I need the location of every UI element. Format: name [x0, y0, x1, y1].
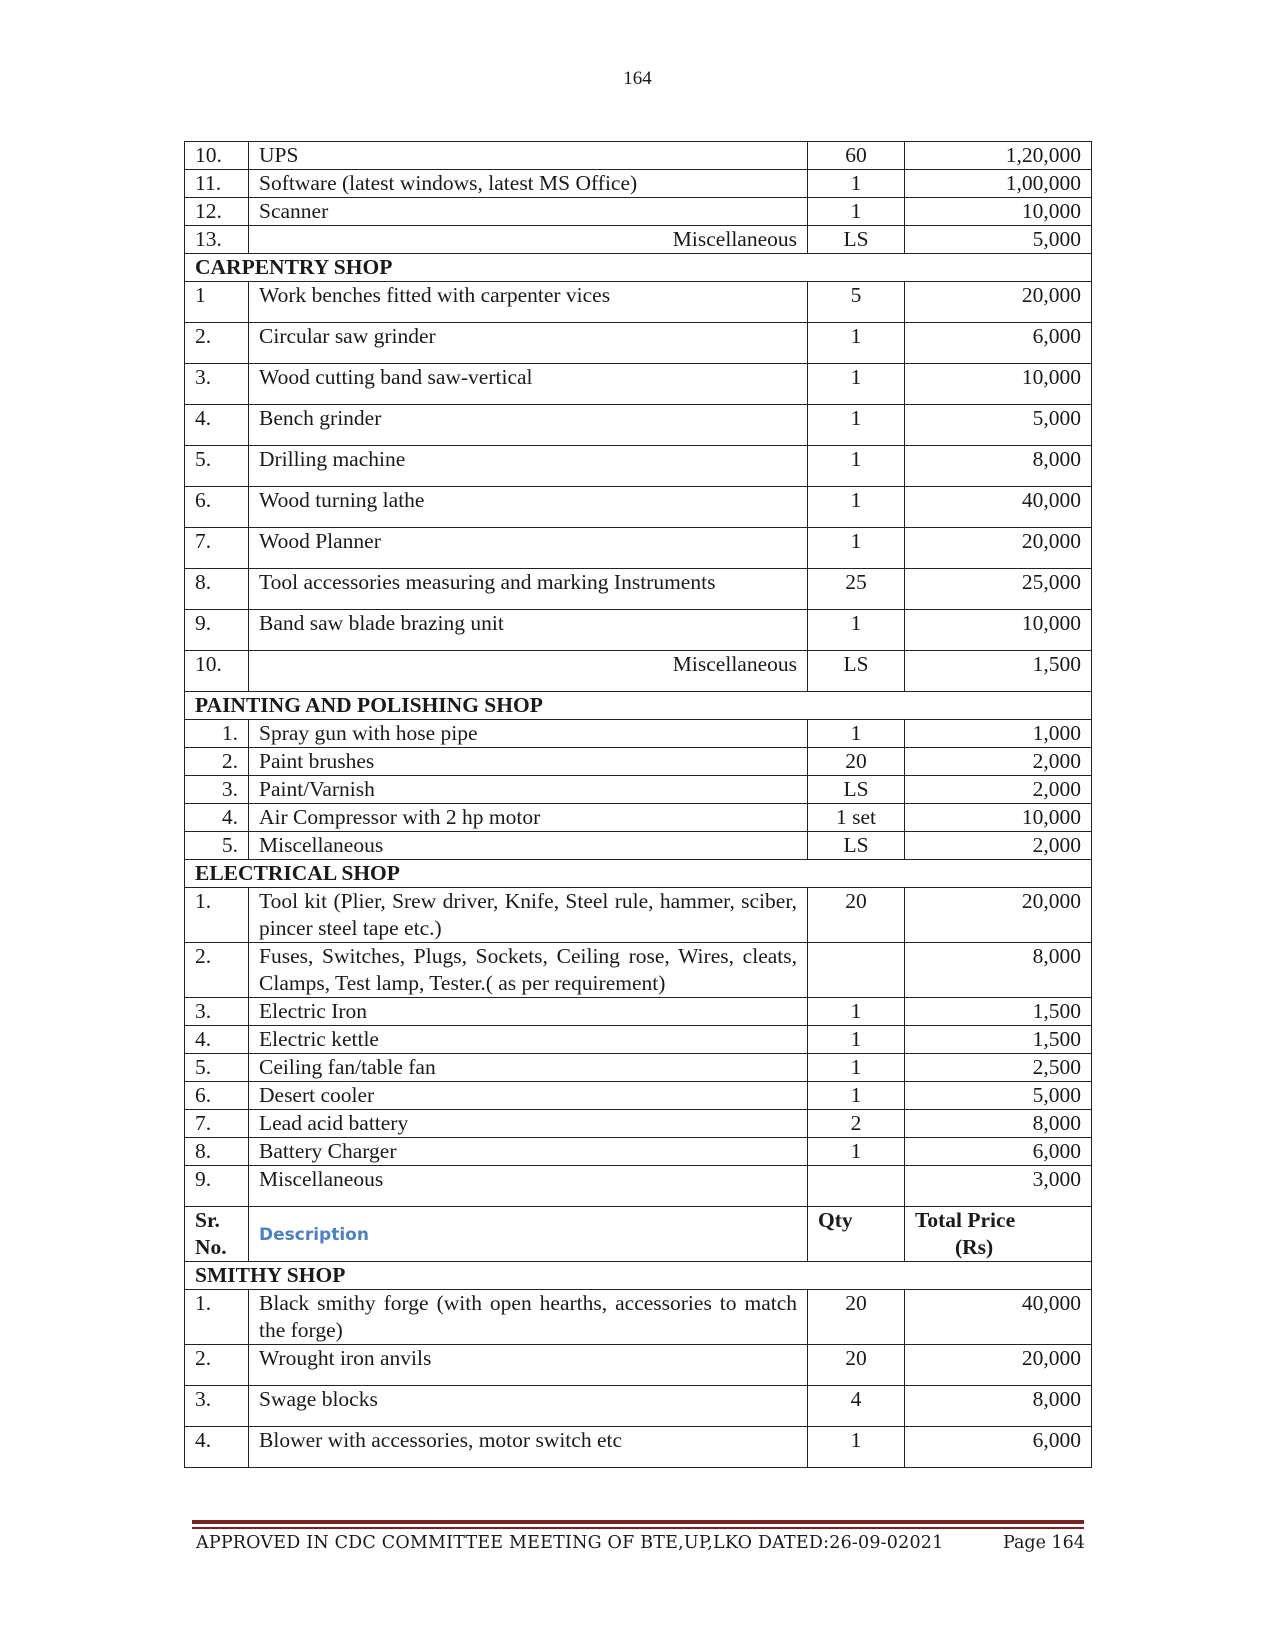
table-row — [185, 364, 1092, 405]
description-cell: Swage blocks — [249, 1386, 808, 1427]
qty-cell: 60 — [808, 142, 905, 170]
description-cell: Lead acid battery — [249, 1110, 808, 1138]
qty-cell: LS — [808, 226, 905, 254]
qty-cell: 1 — [808, 446, 905, 487]
table-row — [185, 528, 1092, 569]
column-header-row — [185, 1207, 1092, 1262]
sr-cell: 1 — [185, 282, 249, 323]
sr-cell: 9. — [185, 610, 249, 651]
qty-cell: 1 — [808, 405, 905, 446]
description-cell: Tool accessories measuring and marking Instruments — [249, 569, 808, 610]
price-cell: 2,000 — [905, 776, 1092, 804]
section-title-carpentry: CARPENTRY SHOP — [185, 254, 1092, 282]
section-heading-row — [185, 254, 1092, 282]
description-cell: Software (latest windows, latest MS Office) — [249, 170, 808, 198]
sr-cell: 6. — [185, 1082, 249, 1110]
price-cell: 5,000 — [905, 405, 1092, 446]
table-row — [185, 487, 1092, 528]
table-row — [185, 804, 1092, 832]
description-cell: Circular saw grinder — [249, 323, 808, 364]
table-row — [185, 282, 1092, 323]
qty-cell: 25 — [808, 569, 905, 610]
table-row — [185, 888, 1092, 943]
description-cell: Tool kit (Plier, Srew driver, Knife, Steel rule, hammer, sciber, pincer steel tape etc.) — [249, 888, 808, 943]
price-cell: 10,000 — [905, 198, 1092, 226]
qty-cell: 1 — [808, 528, 905, 569]
price-cell: 1,500 — [905, 998, 1092, 1026]
price-cell: 1,00,000 — [905, 170, 1092, 198]
price-cell: 6,000 — [905, 1427, 1092, 1468]
description-cell: Black smithy forge (with open hearths, accessories to match the forge) — [249, 1290, 808, 1345]
table-row — [185, 651, 1092, 692]
table-row — [185, 1082, 1092, 1110]
qty-cell: LS — [808, 651, 905, 692]
table-row — [185, 1110, 1092, 1138]
footer-page-number: Page 164 — [1003, 1533, 1085, 1553]
description-cell: Air Compressor with 2 hp motor — [249, 804, 808, 832]
equipment-table — [184, 141, 1092, 1468]
sr-cell: 4. — [185, 1026, 249, 1054]
qty-cell: LS — [808, 776, 905, 804]
section-title-electrical: ELECTRICAL SHOP — [185, 860, 1092, 888]
qty-cell: 5 — [808, 282, 905, 323]
section-heading-row — [185, 860, 1092, 888]
qty-cell: 1 — [808, 1026, 905, 1054]
sr-cell: 2. — [185, 943, 249, 998]
header-price-line1: Total Price — [915, 1208, 1016, 1232]
sr-cell: 4. — [185, 405, 249, 446]
table-row — [185, 226, 1092, 254]
qty-cell: 1 set — [808, 804, 905, 832]
table-row — [185, 610, 1092, 651]
price-cell: 8,000 — [905, 943, 1092, 998]
table-row — [185, 720, 1092, 748]
sr-cell: 5. — [185, 1054, 249, 1082]
qty-cell: 1 — [808, 720, 905, 748]
qty-cell: 1 — [808, 323, 905, 364]
table-row — [185, 323, 1092, 364]
sr-cell: 12. — [185, 198, 249, 226]
description-cell: Bench grinder — [249, 405, 808, 446]
table-row — [185, 405, 1092, 446]
description-cell: Electric kettle — [249, 1026, 808, 1054]
sr-cell: 2. — [185, 748, 249, 776]
table-row — [185, 943, 1092, 998]
header-sr-no — [185, 1207, 249, 1262]
price-cell: 8,000 — [905, 1110, 1092, 1138]
header-total-price — [905, 1207, 1092, 1262]
section-title-smithy: SMITHY SHOP — [185, 1262, 1092, 1290]
header-price-line2: (Rs) — [955, 1235, 994, 1259]
price-cell: 1,500 — [905, 651, 1092, 692]
table-row — [185, 832, 1092, 860]
sr-cell: 4. — [185, 1427, 249, 1468]
table-row — [185, 998, 1092, 1026]
sr-cell: 7. — [185, 528, 249, 569]
price-cell: 20,000 — [905, 528, 1092, 569]
sr-cell: 8. — [185, 569, 249, 610]
qty-cell: 1 — [808, 364, 905, 405]
header-description-cell — [249, 1207, 808, 1262]
footer-approval-text: APPROVED IN CDC COMMITTEE MEETING OF BTE,UP,LKO DATED:26-09-02021 — [196, 1533, 944, 1553]
price-cell: 25,000 — [905, 569, 1092, 610]
table-row — [185, 569, 1092, 610]
description-cell: Wood Planner — [249, 528, 808, 569]
description-cell: Paint brushes — [249, 748, 808, 776]
sr-cell: 3. — [185, 364, 249, 405]
price-cell: 20,000 — [905, 282, 1092, 323]
description-cell: Work benches fitted with carpenter vices — [249, 282, 808, 323]
description-cell: Scanner — [249, 198, 808, 226]
description-cell: Blower with accessories, motor switch etc — [249, 1427, 808, 1468]
qty-cell: 4 — [808, 1386, 905, 1427]
price-cell: 3,000 — [905, 1166, 1092, 1207]
table-row — [185, 1290, 1092, 1345]
section-heading-row — [185, 692, 1092, 720]
price-cell: 2,000 — [905, 832, 1092, 860]
price-cell: 1,500 — [905, 1026, 1092, 1054]
price-cell: 1,20,000 — [905, 142, 1092, 170]
qty-cell: 20 — [808, 888, 905, 943]
sr-cell: 2. — [185, 1345, 249, 1386]
table-row — [185, 198, 1092, 226]
qty-cell: 1 — [808, 610, 905, 651]
description-cell: Fuses, Switches, Plugs, Sockets, Ceiling rose, Wires, cleats, Clamps, Test lamp, Tester.( as per requirement) — [249, 943, 808, 998]
price-cell: 8,000 — [905, 1386, 1092, 1427]
description-cell: Spray gun with hose pipe — [249, 720, 808, 748]
description-cell: Wood turning lathe — [249, 487, 808, 528]
description-cell: Wood cutting band saw-vertical — [249, 364, 808, 405]
table-row — [185, 1026, 1092, 1054]
header-description: Description — [259, 1224, 369, 1245]
description-cell: Paint/Varnish — [249, 776, 808, 804]
price-cell: 1,000 — [905, 720, 1092, 748]
description-cell: Drilling machine — [249, 446, 808, 487]
header-sr-line2: No. — [195, 1235, 227, 1259]
section-heading-row — [185, 1262, 1092, 1290]
sr-cell: 7. — [185, 1110, 249, 1138]
qty-cell: 20 — [808, 748, 905, 776]
table-row — [185, 446, 1092, 487]
qty-cell: 1 — [808, 1138, 905, 1166]
sr-cell: 3. — [185, 776, 249, 804]
table-row — [185, 748, 1092, 776]
price-cell: 6,000 — [905, 323, 1092, 364]
section-title-painting: PAINTING AND POLISHING SHOP — [185, 692, 1092, 720]
table-row — [185, 142, 1092, 170]
table-row — [185, 1054, 1092, 1082]
sr-cell: 1. — [185, 1290, 249, 1345]
table-row — [185, 776, 1092, 804]
table-row — [185, 170, 1092, 198]
sr-cell: 8. — [185, 1138, 249, 1166]
sr-cell: 1. — [185, 720, 249, 748]
sr-cell: 9. — [185, 1166, 249, 1207]
sr-cell: 13. — [185, 226, 249, 254]
description-cell: Miscellaneous — [249, 651, 808, 692]
price-cell: 2,000 — [905, 748, 1092, 776]
sr-cell: 1. — [185, 888, 249, 943]
qty-cell: 1 — [808, 1054, 905, 1082]
qty-cell: LS — [808, 832, 905, 860]
sr-cell: 10. — [185, 142, 249, 170]
description-cell: Band saw blade brazing unit — [249, 610, 808, 651]
price-cell: 40,000 — [905, 1290, 1092, 1345]
qty-cell — [808, 943, 905, 998]
description-cell: Miscellaneous — [249, 1166, 808, 1207]
sr-cell: 5. — [185, 446, 249, 487]
description-cell: Battery Charger — [249, 1138, 808, 1166]
description-cell: Wrought iron anvils — [249, 1345, 808, 1386]
description-cell: UPS — [249, 142, 808, 170]
qty-cell: 1 — [808, 1082, 905, 1110]
qty-cell: 1 — [808, 198, 905, 226]
header-qty: Qty — [808, 1207, 905, 1262]
table-row — [185, 1345, 1092, 1386]
price-cell: 5,000 — [905, 226, 1092, 254]
sr-cell: 3. — [185, 1386, 249, 1427]
qty-cell — [808, 1166, 905, 1207]
table-row — [185, 1138, 1092, 1166]
qty-cell: 2 — [808, 1110, 905, 1138]
sr-cell: 4. — [185, 804, 249, 832]
description-cell: Desert cooler — [249, 1082, 808, 1110]
price-cell: 10,000 — [905, 804, 1092, 832]
table-row — [185, 1386, 1092, 1427]
sr-cell: 6. — [185, 487, 249, 528]
sr-cell: 5. — [185, 832, 249, 860]
price-cell: 2,500 — [905, 1054, 1092, 1082]
table-row — [185, 1427, 1092, 1468]
footer-rule-thin — [192, 1527, 1084, 1529]
qty-cell: 1 — [808, 170, 905, 198]
sr-cell: 11. — [185, 170, 249, 198]
qty-cell: 1 — [808, 998, 905, 1026]
table-row — [185, 1166, 1092, 1207]
header-sr-line1: Sr. — [195, 1208, 220, 1232]
description-cell: Electric Iron — [249, 998, 808, 1026]
price-cell: 5,000 — [905, 1082, 1092, 1110]
price-cell: 8,000 — [905, 446, 1092, 487]
description-cell: Ceiling fan/table fan — [249, 1054, 808, 1082]
page-number-top: 164 — [623, 68, 652, 89]
footer-rule-thick — [192, 1520, 1084, 1524]
price-cell: 10,000 — [905, 610, 1092, 651]
description-cell: Miscellaneous — [249, 832, 808, 860]
qty-cell: 20 — [808, 1290, 905, 1345]
description-cell: Miscellaneous — [249, 226, 808, 254]
price-cell: 40,000 — [905, 487, 1092, 528]
price-cell: 20,000 — [905, 1345, 1092, 1386]
qty-cell: 1 — [808, 1427, 905, 1468]
price-cell: 20,000 — [905, 888, 1092, 943]
sr-cell: 10. — [185, 651, 249, 692]
qty-cell: 20 — [808, 1345, 905, 1386]
qty-cell: 1 — [808, 487, 905, 528]
sr-cell: 2. — [185, 323, 249, 364]
price-cell: 10,000 — [905, 364, 1092, 405]
price-cell: 6,000 — [905, 1138, 1092, 1166]
sr-cell: 3. — [185, 998, 249, 1026]
